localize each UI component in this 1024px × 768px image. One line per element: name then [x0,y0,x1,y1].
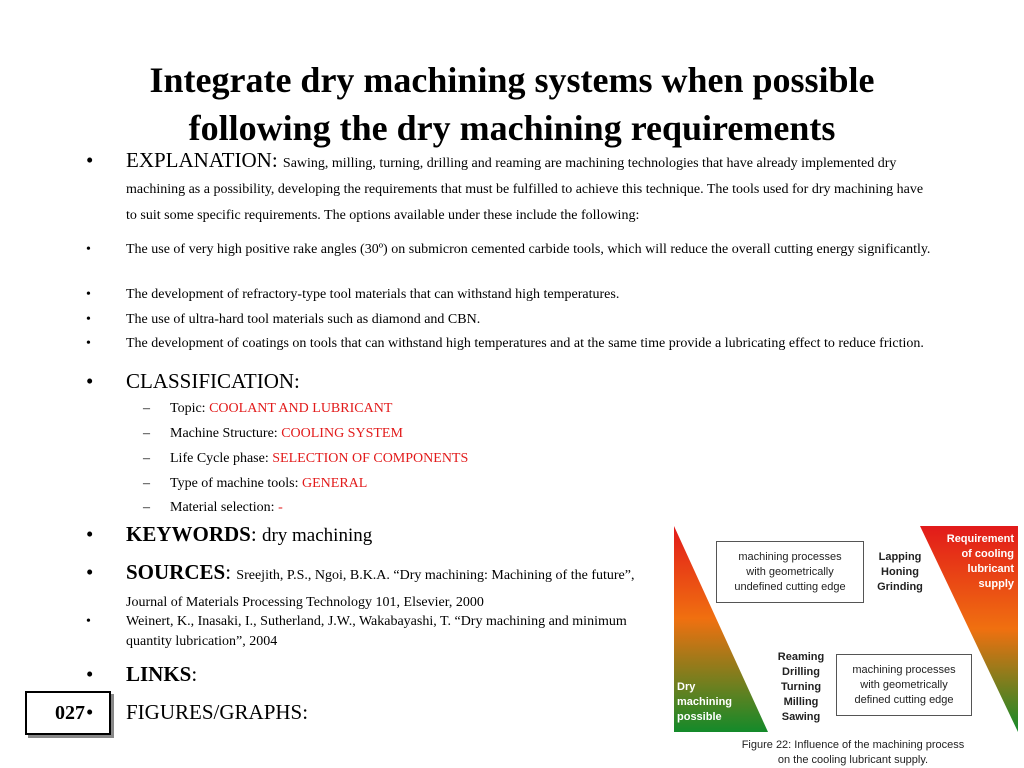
dry-machining-label: Dry machining possible [677,681,733,723]
classification-machine-structure: – Machine Structure: COOLING SYSTEM [143,426,403,441]
source-item: • Weinert, K., Inasaki, I., Sutherland, J.W., Wakabayashi, T. “Dry machining and minimum quantity lubrication”, 2004 [86,614,627,649]
explanation-item: • EXPLANATION: Sawing, milling, turning, drilling and reaming are machining technologies that have already implemented dry machining as a possibility, developing the requirements that must be fulfilled to achieve this technique. The tools used for dry machining have to suit some specific requirements. The options available under these include the following: [86,148,924,223]
cutting-processes-list: Reaming Drilling Turning Milling Sawing [777,651,825,723]
figure-caption: Figure 22: Influence of the machining process on the cooling lubricant supply. [741,739,965,766]
page-number-box: 027 [25,691,111,735]
option-item: • The development of coatings on tools that can withstand high temperatures and at the same time provide a lubricating effect to reduce friction. [86,336,924,351]
classification-material: – Material selection: - [143,500,283,515]
classification-topic: – Topic: COOLANT AND LUBRICANT [143,401,393,416]
figures-item: • FIGURES/GRAPHS: [86,700,309,724]
undefined-edge-box: machining processes with geometrically undefined cutting edge [716,541,864,603]
defined-edge-box: machining processes with geometrically defined cutting edge [836,654,972,716]
classification-life-cycle: – Life Cycle phase: SELECTION OF COMPONENTS [143,451,469,466]
links-item: • LINKS: [86,662,198,686]
sources-item: • SOURCES: Sreejith, P.S., Ngoi, B.K.A. “Dry machining: Machining of the future”, Journal of Materials Processing Technology 101, Elsevier, 2000 [86,560,635,610]
option-item: • The use of very high positive rake angles (30º) on submicron cemented carbide tools, which will reduce the overall cutting energy significantly. [86,242,931,257]
abrasive-processes-list: Lapping Honing Grinding [877,551,923,593]
requirement-label: Requirement of cooling lubricant supply [946,533,1014,590]
keywords-item: • KEYWORDS: dry machining [86,522,373,546]
option-item: • The use of ultra-hard tool materials such as diamond and CBN. [86,312,481,327]
classification-machine-tools: – Type of machine tools: GENERAL [143,476,368,491]
dry-machining-figure [668,524,1020,768]
page-title: Integrate dry machining systems when possible following the dry machining requirements [149,60,875,148]
option-item: • The development of refractory-type tool materials that can withstand high temperatures. [86,287,620,302]
classification-heading: • CLASSIFICATION: [86,369,300,393]
